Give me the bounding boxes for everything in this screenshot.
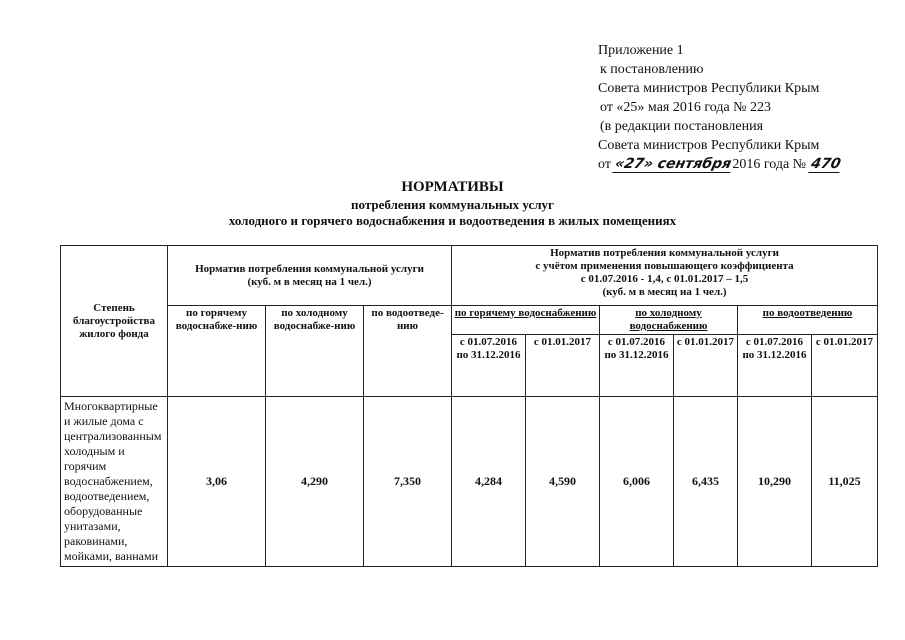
appendix-line-7-year: 2016 года № [732, 157, 807, 172]
header-period-drain-a: с 01.07.2016 по 31.12.2016 [738, 335, 812, 397]
value-coef-hot-2016: 4,284 [452, 397, 526, 567]
header-group-coef-line-4: (куб. м в месяц на 1 чел.) [602, 286, 727, 298]
handwritten-date: «27» сентября [613, 156, 734, 172]
header-coef-drain: по водоотведению [738, 306, 878, 335]
header-period-cold-b: с 01.01.2017 [674, 335, 738, 397]
appendix-line-5: (в редакции постановления [600, 119, 764, 134]
header-period-cold-a: с 01.07.2016 по 31.12.2016 [600, 335, 674, 397]
document-title [0, 178, 905, 229]
title-main: НОРМАТИВЫ [401, 179, 504, 195]
header-stepen: Степень благоустройства жилого фонда [61, 246, 168, 397]
header-group-coef-line-1: Норматив потребления коммунальной услуги [550, 247, 779, 259]
value-coef-hot-2017: 4,590 [526, 397, 600, 567]
appendix-line-7-prefix: от [598, 157, 611, 172]
appendix-line-3: Совета министров Республики Крым [598, 81, 820, 96]
value-base-cold: 4,290 [266, 397, 364, 567]
value-coef-drain-2016: 10,290 [738, 397, 812, 567]
value-base-hot: 3,06 [168, 397, 266, 567]
appendix-line-6: Совета министров Республики Крым [598, 138, 820, 153]
header-base-cold: по холодному водоснабже-нию [266, 306, 364, 397]
header-group-coef [452, 246, 878, 306]
header-group-coef-line-3: с 01.07.2016 - 1,4, с 01.01.2017 – 1,5 [580, 273, 749, 285]
appendix-header [598, 41, 841, 174]
appendix-line-7 [598, 155, 841, 174]
handwritten-number: 470 [809, 156, 842, 172]
value-coef-cold-2017: 6,435 [674, 397, 738, 567]
header-period-drain-b: с 01.01.2017 [812, 335, 878, 397]
header-group-base-line-2: (куб. м в месяц на 1 чел.) [247, 275, 372, 288]
header-period-hot-b: с 01.01.2017 [526, 335, 600, 397]
appendix-line-2: к постановлению [600, 62, 704, 77]
title-sub-1: потребления коммунальных услуг [351, 197, 554, 212]
header-coef-hot: по горячему водоснабжению [452, 306, 600, 335]
appendix-line-1: Приложение 1 [598, 43, 684, 58]
norms-table [60, 245, 878, 567]
appendix-line-4: от «25» мая 2016 года № 223 [600, 100, 772, 115]
header-group-base [168, 246, 452, 306]
value-coef-cold-2016: 6,006 [600, 397, 674, 567]
title-sub-2: холодного и горячего водоснабжения и водоотведения в жилых помещениях [228, 213, 677, 228]
header-coef-cold: по холодному водоснабжению [600, 306, 738, 335]
value-coef-drain-2017: 11,025 [812, 397, 878, 567]
header-period-hot-a: с 01.07.2016 по 31.12.2016 [452, 335, 526, 397]
header-base-hot: по горячему водоснабже-нию [168, 306, 266, 397]
header-group-base-line-1: Норматив потребления коммунальной услуги [195, 262, 424, 275]
header-base-drain: по водоотведе-нию [364, 306, 452, 397]
header-group-coef-line-2: с учётом применения повышающего коэффициента [535, 260, 794, 272]
row-label: Многоквартирные и жилые дома с централизованным холодным и горячим водоснабжением, водоотведением, оборудованные унитазами, раковинами, мойками, ваннами [61, 397, 168, 567]
value-base-drain: 7,350 [364, 397, 452, 567]
